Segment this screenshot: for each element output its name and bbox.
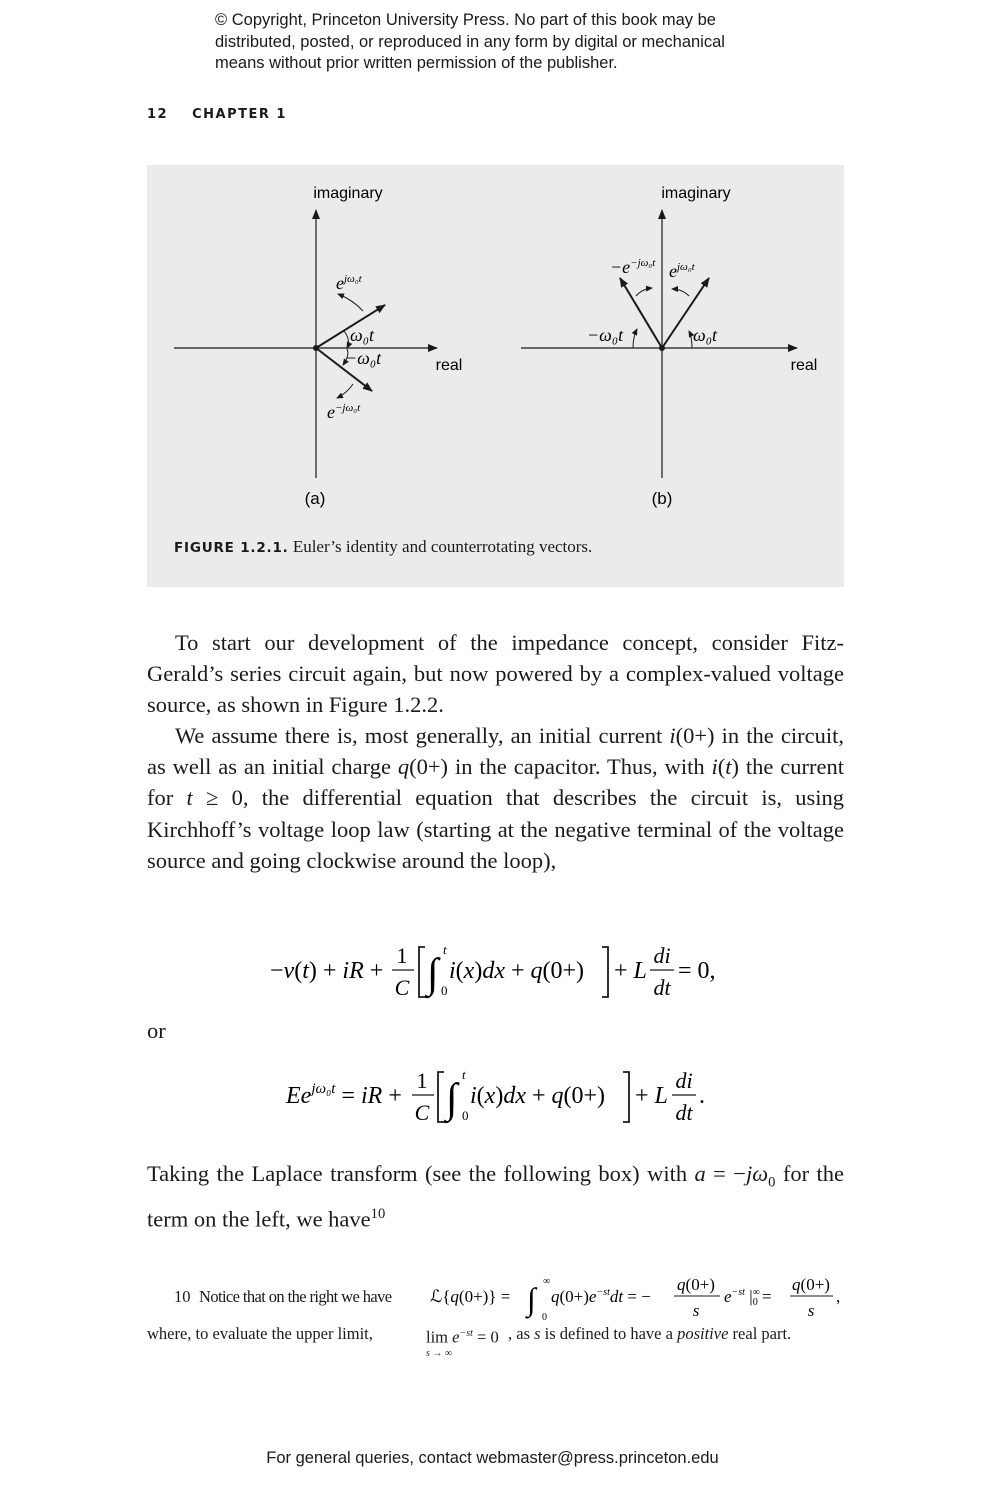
text-run: Taking the Laplace transform (see the following box) with — [147, 1161, 695, 1186]
rotation-arrow — [636, 288, 652, 296]
or-word: or — [147, 1018, 166, 1043]
svg-text:.: . — [699, 1083, 705, 1109]
text-run: in the circuit, as well as an initial charge — [147, 723, 844, 780]
svg-text:t: t — [462, 1067, 466, 1082]
svg-text:= 0,: = 0, — [678, 958, 716, 984]
svg-text:di: di — [675, 1068, 693, 1093]
label-ejw0t: $e^{j\omega_0t}$ — [669, 261, 695, 281]
svg-text:0: 0 — [542, 1312, 547, 1322]
text-run: in the capacitor. Thus, with — [448, 754, 712, 780]
x-axis-label: real — [435, 357, 463, 374]
figure-caption — [174, 537, 592, 557]
panel-a — [174, 185, 462, 508]
footnote-text: , as — [508, 1324, 530, 1343]
y-axis-label: imaginary — [313, 185, 383, 202]
footnote-text: Notice that on the right we have — [199, 1287, 392, 1306]
footnote-emphasis: positive — [677, 1324, 729, 1343]
footnote-text: is defined to have a — [544, 1324, 673, 1343]
svg-text:1: 1 — [416, 1068, 428, 1093]
svg-text:e−st |∞0 =: $e^{-st}$ |∞ 0 = — [724, 1287, 772, 1308]
footnote: 10 Notice that on the right we have ℒ{q(0+)} = ∫ ∞ 0 $q(0+)e^{-st}dt$ = − q(0+) s $e^{-st}$ |∞ 0 = q(0+) s , where, to evaluate the upper limit, $\lim e^{-st} = 0$ s → ∞ , as s is defined to have a positive real part. — [147, 1272, 847, 1350]
svg-text:0: 0 — [462, 1108, 469, 1123]
copyright-line: © Copyright, Princeton University Press. No part of this book may be — [215, 11, 716, 29]
y-axis-label: imaginary — [661, 185, 731, 202]
svg-text:i(x)dx + q(0+): i(x)dx + q(0+) — [470, 1083, 606, 1109]
svg-text:s: s — [807, 1301, 815, 1320]
svg-text:∫: ∫ — [427, 951, 439, 997]
angle-arc — [633, 329, 637, 348]
text-run: , the differential equation that describes the circuit is, using Kirchhoff’s voltage loop law (starting at the negative terminal of the voltage source and going clockwise around the loop), — [147, 785, 844, 873]
origin-point — [313, 345, 319, 351]
equation-1 — [262, 935, 732, 1005]
figure-1-2-1 — [147, 165, 844, 587]
label-e-minus-jw0t: $e^{-j\omega_0t}$ — [327, 402, 361, 422]
svg-text:Eejω₀t = iR +: $Ee^{j\omega_0t}$ = iR + — [286, 1081, 402, 1109]
page-number: 12 — [147, 107, 169, 122]
rotation-arrow — [672, 289, 689, 296]
rotation-arrow-cw — [337, 384, 353, 398]
panel-label: (a) — [304, 489, 326, 508]
label-minus-w0t: −ω₀t — [345, 348, 382, 368]
svg-text:,: , — [836, 1287, 841, 1306]
footnote-text: where, to evaluate the upper limit, — [147, 1324, 373, 1343]
footnote-ref: 10 — [370, 1205, 386, 1222]
svg-text:∫: ∫ — [527, 1281, 536, 1317]
label-ejw0t: $e^{j\omega_0t}$ — [336, 273, 362, 293]
caption-label: FIGURE 1.2.1. — [174, 540, 289, 556]
svg-text:ℒ{q(0+)} =: ℒ{q(0+)} = — [430, 1287, 511, 1307]
svg-text:di: di — [653, 943, 671, 968]
svg-text:q(0+)e−stdt = −: $q(0+)e^{-st}dt$ = − — [551, 1287, 651, 1306]
angle-arc — [689, 331, 692, 348]
svg-text:∞: ∞ — [543, 1276, 551, 1287]
svg-text:∫: ∫ — [446, 1076, 458, 1122]
panel-label: (b) — [651, 489, 673, 508]
caption-text: Euler’s identity and counterrotating vectors. — [292, 537, 593, 556]
copyright-line: distributed, posted, or reproduced in any form by digital or mechanical — [215, 32, 725, 51]
text-run: for the term on the left, we have — [147, 1161, 844, 1232]
x-axis-label: real — [790, 357, 818, 374]
svg-text:C: C — [414, 1100, 430, 1125]
svg-text:i(x)dx + q(0+): i(x)dx + q(0+) — [449, 958, 585, 984]
svg-text:t: t — [443, 942, 447, 957]
angle-arc — [344, 331, 348, 348]
footer-contact: For general queries, contact webmaster@press.princeton.edu — [266, 1449, 719, 1467]
svg-text:dt: dt — [675, 1100, 693, 1125]
footnote-text: real part. — [732, 1324, 792, 1343]
svg-text:−v(t) + iR +: −v(t) + iR + — [270, 958, 384, 984]
paragraph-3: Taking the Laplace transform (see the following box) with $a = -j\omega_0$ for the term on the left, we have$^{10}$ — [147, 1161, 844, 1232]
svg-text:+ L: + L — [635, 1083, 668, 1109]
text-run: the current for — [147, 754, 844, 811]
svg-text:C: C — [394, 975, 410, 1000]
svg-text:q(0+): q(0+) — [677, 1275, 715, 1294]
rotation-arrow-ccw — [338, 294, 363, 311]
svg-text:dt: dt — [653, 975, 671, 1000]
origin-point — [659, 345, 665, 351]
footnote-formula — [430, 1272, 850, 1322]
svg-text:+ L: + L — [614, 958, 647, 984]
copyright-notice — [215, 10, 815, 75]
copyright-line: means without prior written permission of the publisher. — [215, 54, 618, 72]
svg-text:0: 0 — [441, 983, 448, 998]
label-minus-w0t: −ω₀t — [587, 325, 624, 345]
footnote-number: 10 — [174, 1287, 191, 1306]
panel-b — [521, 185, 817, 508]
svg-text:s: s — [692, 1301, 700, 1320]
label-w0t: ω₀t — [350, 325, 374, 345]
svg-text:q(0+): q(0+) — [792, 1275, 830, 1294]
paragraph-2: We assume there is, most generally, an initial current i(0+) in the circuit, as well as an initial charge q(0+) in the capacitor. Thus, with i(t) the current for t ≥ 0, the differential equation that describes the circuit is, using Kirchhoff’s voltage loop law (starting at the negative terminal of the voltage source and going clockwise around the loop), — [147, 723, 844, 873]
paragraph-text: To start our development of the impedance concept, consider Fitz-Gerald’s series circuit again, but now powered by a complex-valued voltage source, as shown in Figure 1.2.2. — [147, 630, 844, 718]
label-w0t: ω₀t — [693, 325, 717, 345]
svg-text:1: 1 — [396, 943, 408, 968]
equation-2 — [280, 1060, 720, 1130]
text-run: We assume there is, most generally, an initial current — [175, 723, 670, 748]
label-minus-e-minus-jw0t: $-e^{-j\omega_0t}$ — [610, 257, 656, 277]
running-head — [147, 107, 287, 122]
euler-diagram — [147, 165, 844, 587]
vector-minus-e-minus-jw0t — [620, 278, 662, 348]
paragraph-1 — [147, 627, 844, 721]
chapter-label: CHAPTER 1 — [192, 107, 287, 122]
